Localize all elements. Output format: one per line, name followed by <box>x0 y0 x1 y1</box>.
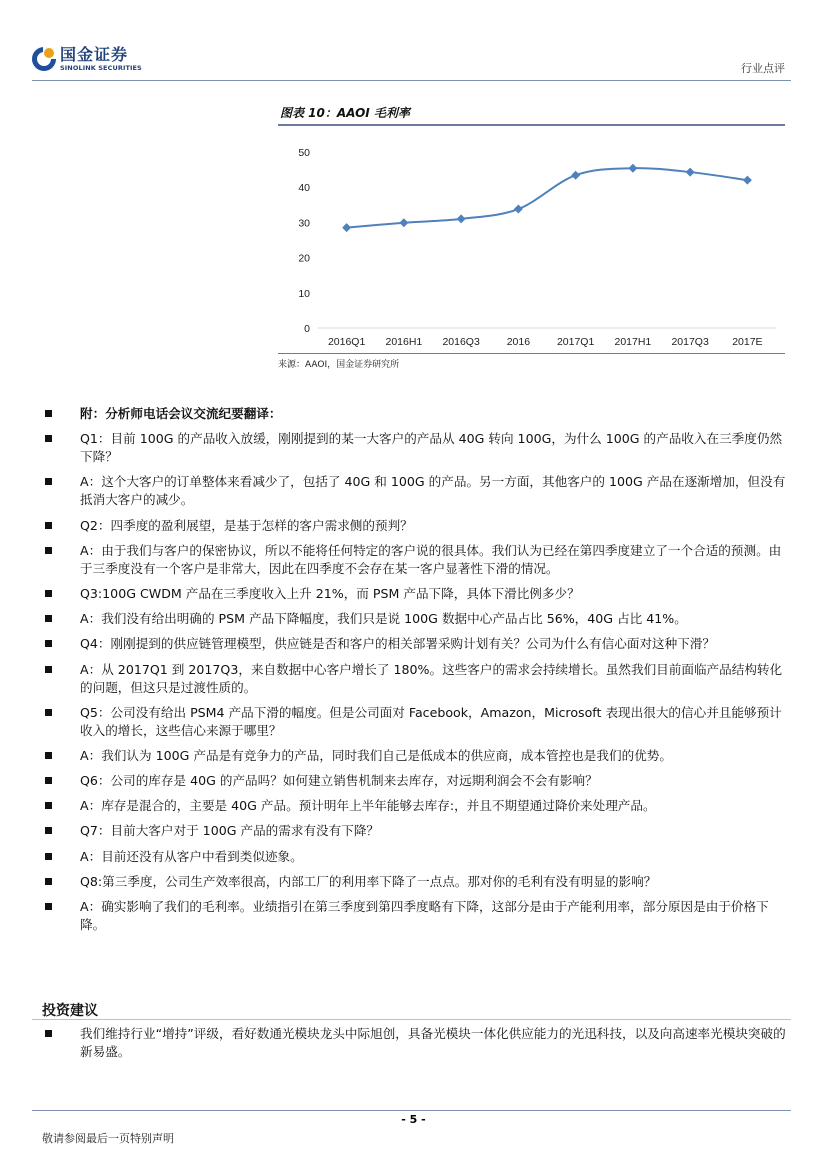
recommendation-text: 我们维持行业“增持”评级，看好数通光模块龙头中际旭创，具备光模块一体化供应能力的光迅科技，以及向高速率光模块突破的新易盛。 <box>80 1026 786 1059</box>
header-divider <box>32 80 791 81</box>
x-tick-label: 2016H1 <box>385 336 423 348</box>
qa-item <box>42 704 790 740</box>
chart-container <box>278 130 785 352</box>
qa-text: Q1：目前 100G 的产品收入放缓，刚刚提到的某一大客户的产品从 40G 转向 100G，为什么 100G 的产品收入在三季度仍然下降？ <box>80 431 783 465</box>
qa-item <box>42 848 790 866</box>
qa-text: Q7：目前大客户对于 100G 产品的需求有没有下降？ <box>80 823 380 839</box>
y-tick-label: 20 <box>298 252 310 265</box>
data-point-marker <box>628 164 637 173</box>
qa-item <box>42 517 790 535</box>
bullet-square-icon <box>45 410 52 417</box>
bullet-square-icon <box>45 878 52 885</box>
x-tick-label: 2016 <box>506 336 531 348</box>
qa-text: A：从 2017Q1 到 2017Q3，来自数据中心客户增长了 180%。这些客户的需求会持续增长。虽然我们目前面临产品结构转化的问题，但这只是过渡性质的。 <box>80 661 783 695</box>
bullet-square-icon <box>45 827 52 834</box>
qa-item <box>42 542 790 578</box>
qa-text: A：我们认为 100G 产品是有竞争力的产品，同时我们自己是低成本的供应商，成本管控也是我们的优势。 <box>80 747 672 763</box>
qa-item <box>42 797 790 815</box>
qa-item <box>42 873 790 891</box>
qa-text: Q4：刚刚提到的供应链管理模型，供应链是否和客户的相关部署采购计划有关？公司为什么有信心面对这种下滑？ <box>80 636 716 652</box>
qa-text: 附：分析师电话会议交流纪要翻译： <box>80 406 282 421</box>
y-tick-label: 30 <box>298 217 310 230</box>
y-tick-label: 10 <box>298 287 310 300</box>
gross-margin-line-chart <box>278 130 785 352</box>
data-point-marker <box>514 205 523 214</box>
qa-text: Q2：四季度的盈利展望，是基于怎样的客户需求侧的预判？ <box>80 517 413 533</box>
section-title-recommendation: 投资建议 <box>42 1003 98 1019</box>
qa-text: A：由于我们与客户的保密协议，所以不能将任何特定的客户说的很具体。我们认为已经在第四季度建立了一个合适的预测。由于三季度没有一个客户是非常大，因此在四季度不会存在某一客户显著性下滑的情况。 <box>80 542 782 576</box>
section-divider <box>32 1019 791 1020</box>
qa-text: A：库存是混合的，主要是 40G 产品。预计明年上半年能够去库存:，并且不期望通过降价来处理产品。 <box>80 798 656 814</box>
qa-item <box>42 635 790 653</box>
data-point-marker <box>743 176 752 185</box>
page-number: - 5 - <box>401 1113 426 1126</box>
bullet-square-icon <box>45 522 52 529</box>
bullet-square-icon <box>45 709 52 716</box>
bullet-square-icon <box>45 590 52 597</box>
bullet-square-icon <box>45 752 52 759</box>
series-line <box>347 168 748 228</box>
qa-item <box>42 610 790 628</box>
bullet-square-icon <box>45 615 52 622</box>
qa-text: Q8:第三季度，公司生产效率很高，内部工厂的利用率下降了一点点。那对你的毛利有没有明显的影响？ <box>80 873 657 889</box>
logo-name-cn: 国金证券 <box>60 45 129 64</box>
notes-heading <box>42 405 790 423</box>
qa-text: Q5：公司没有给出 PSM4 产品下滑的幅度。但是公司面对 Facebook，Amazon，Microsoft 表现出很大的信心并且能够预计收入的增长，这些信心来源于哪里？ <box>80 704 782 738</box>
report-category: 行业点评 <box>741 62 785 75</box>
data-point-marker <box>399 218 408 227</box>
chart-title: 图表 10：AAOI 毛利率 <box>280 106 410 120</box>
qa-item <box>42 473 790 509</box>
chart-title-divider <box>278 124 785 126</box>
data-point-marker <box>457 214 466 223</box>
qa-item <box>42 585 790 603</box>
qa-text: Q3:100G CWDM 产品在三季度收入上升 21%，而 PSM 产品下降，具体下滑比例多少？ <box>80 585 580 601</box>
bullet-square-icon <box>45 802 52 809</box>
chart-bottom-divider <box>278 353 785 354</box>
x-tick-label: 2017Q3 <box>671 336 709 348</box>
recommendation-item <box>42 1025 790 1061</box>
bullet-square-icon <box>45 777 52 784</box>
x-tick-label: 2017E <box>732 336 763 348</box>
page-header <box>0 0 827 80</box>
footer-divider <box>32 1110 791 1111</box>
analyst-call-notes <box>42 405 790 941</box>
data-point-marker <box>686 168 695 177</box>
qa-item <box>42 772 790 790</box>
y-tick-label: 40 <box>298 182 310 195</box>
bullet-square-icon <box>45 435 52 442</box>
logo-icon <box>32 47 56 73</box>
qa-text: A：目前还没有从客户中看到类似迹象。 <box>80 848 303 864</box>
x-tick-label: 2017Q1 <box>556 336 595 348</box>
qa-text: Q6：公司的库存是 40G 的产品吗？如何建立销售机制来去库存，对远期利润会不会有影响？ <box>80 773 598 789</box>
qa-item <box>42 430 790 466</box>
bullet-square-icon <box>45 853 52 860</box>
recommendation-block <box>42 1025 790 1068</box>
qa-item <box>42 898 790 934</box>
qa-text: A：我们没有给出明确的 PSM 产品下降幅度，我们只是说 100G 数据中心产品占比 56%，40G 占比 41%。 <box>80 611 687 627</box>
chart-source: 来源：AAOI，国金证券研究所 <box>278 360 400 370</box>
y-tick-label: 0 <box>304 323 310 335</box>
bullet-square-icon <box>45 1030 52 1037</box>
bullet-square-icon <box>45 547 52 554</box>
data-point-marker <box>571 171 580 180</box>
bullet-square-icon <box>45 640 52 647</box>
x-tick-label: 2017H1 <box>614 336 652 348</box>
qa-item <box>42 661 790 697</box>
x-tick-label: 2016Q1 <box>327 336 366 348</box>
logo-name-en: SINOLINK SECURITIES <box>60 64 142 72</box>
bullet-square-icon <box>45 478 52 485</box>
company-logo <box>32 46 142 78</box>
x-tick-label: 2016Q3 <box>442 336 480 348</box>
qa-text: A：这个大客户的订单整体来看减少了，包括了 40G 和 100G 的产品。另一方面，其他客户的 100G 产品在逐渐增加，但没有抵消大客户的减少。 <box>80 474 786 508</box>
qa-item <box>42 822 790 840</box>
bullet-square-icon <box>45 666 52 673</box>
disclaimer-note: 敬请参阅最后一页特别声明 <box>42 1132 174 1145</box>
data-point-marker <box>342 223 351 232</box>
qa-item <box>42 747 790 765</box>
qa-text: A：确实影响了我们的毛利率。业绩指引在第三季度到第四季度略有下降，这部分是由于产能利用率，部分原因是由于价格下降。 <box>80 899 769 932</box>
y-tick-label: 50 <box>298 147 310 159</box>
bullet-square-icon <box>45 903 52 910</box>
